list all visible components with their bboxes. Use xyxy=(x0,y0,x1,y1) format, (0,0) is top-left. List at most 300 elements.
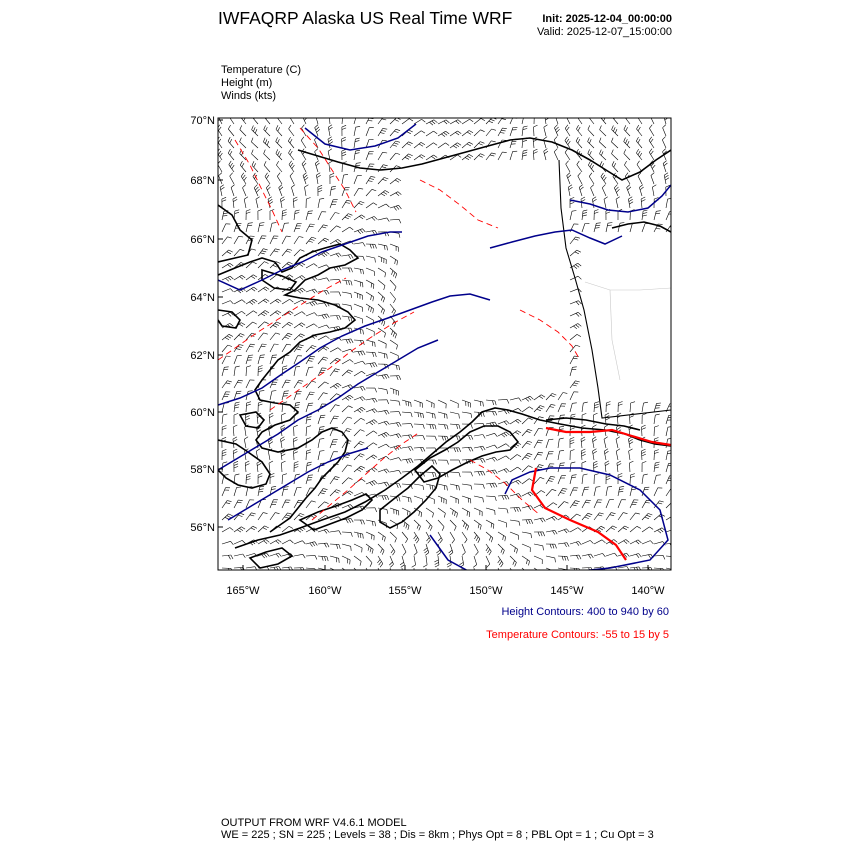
wind-barb-feather xyxy=(347,492,351,495)
wind-barb xyxy=(589,176,594,184)
wind-barb-feather xyxy=(231,555,233,559)
wind-barb-feather xyxy=(487,564,490,567)
wind-barb xyxy=(649,128,654,136)
wind-barb-feather xyxy=(469,142,473,144)
wind-barb-feather xyxy=(244,197,248,199)
wind-barb-feather xyxy=(513,575,515,579)
wind-barb xyxy=(342,370,349,376)
wind-barb-feather xyxy=(619,489,623,490)
wind-barb xyxy=(294,392,297,401)
wind-barb-feather xyxy=(246,416,250,418)
wind-barb-feather xyxy=(594,466,598,468)
wind-barb xyxy=(600,130,606,136)
wind-barb-feather xyxy=(539,452,544,453)
wind-barb xyxy=(366,352,375,353)
wind-barb xyxy=(612,130,618,136)
wind-barb xyxy=(246,513,251,520)
wind-barb-feather xyxy=(433,460,435,464)
wind-barb-feather xyxy=(478,472,480,476)
wind-barb xyxy=(306,427,307,436)
wind-barb-feather xyxy=(492,483,494,487)
wind-barb-feather xyxy=(222,428,226,430)
wind-barb-feather xyxy=(423,436,425,440)
wind-barb xyxy=(282,500,286,508)
lat-label-68: 68°N xyxy=(190,175,215,187)
wind-barb-feather xyxy=(380,564,383,568)
wind-barb-feather xyxy=(277,173,280,177)
wind-barb-feather xyxy=(223,414,227,415)
wind-barb-feather xyxy=(523,155,527,156)
wind-barb xyxy=(654,475,656,484)
wind-barb-feather xyxy=(595,228,600,229)
wind-barb-feather xyxy=(229,113,232,117)
wind-barb-feather xyxy=(445,436,447,440)
wind-barb-feather xyxy=(454,527,456,531)
wind-barb-feather xyxy=(228,277,231,280)
wind-barb-feather xyxy=(600,126,602,130)
wind-barb xyxy=(366,128,369,136)
wind-barb-feather xyxy=(447,486,448,490)
wind-barb xyxy=(245,427,246,436)
wind-barb-feather xyxy=(537,442,542,443)
wind-barb-feather xyxy=(447,565,451,567)
wind-barb xyxy=(486,153,492,160)
wind-barb-feather xyxy=(433,577,437,578)
wind-barb-feather xyxy=(419,511,420,516)
wind-barb-feather xyxy=(256,197,260,200)
wind-barb-feather xyxy=(358,575,360,579)
wind-barb-feather xyxy=(251,289,255,292)
wind-barb-feather xyxy=(663,149,666,152)
wind-barb-feather xyxy=(349,268,351,272)
wind-barb xyxy=(581,199,582,208)
wind-barb-feather xyxy=(559,429,563,430)
wind-barb xyxy=(390,470,399,472)
wind-barb-feather xyxy=(346,340,348,344)
wind-barb xyxy=(301,140,306,148)
wind-barb-feather xyxy=(556,129,559,132)
wind-barb xyxy=(522,139,523,148)
wind-barb xyxy=(438,143,445,148)
wind-barb-feather xyxy=(230,173,233,176)
wind-barb xyxy=(592,439,594,448)
lon-label-165w: 165°W xyxy=(226,585,260,597)
wind-barb-feather xyxy=(342,125,346,127)
wind-barb xyxy=(533,139,534,148)
wind-barb xyxy=(293,199,294,208)
wind-barb xyxy=(438,484,447,486)
wind-barb-feather xyxy=(258,404,262,406)
wind-barb-feather xyxy=(421,155,425,157)
wind-barb-feather xyxy=(294,462,298,464)
wind-barb-feather xyxy=(524,115,528,116)
wind-barb xyxy=(522,429,528,436)
wind-barb-feather xyxy=(480,142,484,144)
wind-barb-feather xyxy=(265,299,269,302)
wind-barb-feather xyxy=(399,577,403,579)
wind-barb-feather xyxy=(545,113,549,115)
wind-barb-feather xyxy=(406,401,407,406)
wind-barb xyxy=(438,424,447,425)
wind-barb-feather xyxy=(222,197,226,199)
wind-barb-feather xyxy=(498,559,501,563)
wind-barb-feather xyxy=(637,526,641,528)
wind-barb-feather xyxy=(467,156,471,158)
wind-barb xyxy=(570,250,577,256)
wind-barb-feather xyxy=(549,479,553,480)
wind-barb xyxy=(378,244,387,246)
wind-barb xyxy=(342,163,343,172)
wind-barb-feather xyxy=(320,198,324,199)
wind-barb-feather xyxy=(575,252,579,254)
wind-barb-feather xyxy=(370,244,372,248)
wind-barb xyxy=(318,439,320,448)
wind-barb-feather xyxy=(663,161,667,164)
wind-barb xyxy=(588,142,594,148)
wind-barb-feather xyxy=(528,506,531,510)
wind-barb-feather xyxy=(325,382,329,384)
wind-barb xyxy=(329,115,330,124)
wind-barb xyxy=(570,345,576,352)
wind-barb-feather xyxy=(287,344,291,345)
wind-barb xyxy=(354,407,362,412)
wind-barb xyxy=(270,299,278,304)
wind-barb xyxy=(240,130,246,137)
wind-barb-feather xyxy=(310,392,315,393)
wind-barb-feather xyxy=(540,519,543,523)
wind-barb-feather xyxy=(278,540,282,543)
wind-barb xyxy=(330,440,333,448)
wind-barb-feather xyxy=(363,520,365,524)
wind-barb xyxy=(576,141,582,148)
wind-barb-feather xyxy=(397,178,401,180)
wind-barb-feather xyxy=(348,281,349,285)
wind-barb-feather xyxy=(272,486,276,487)
wind-barb xyxy=(306,237,312,244)
wind-barb-feather xyxy=(301,263,305,265)
wind-barb xyxy=(306,403,309,412)
wind-barb-feather xyxy=(235,366,239,367)
wind-barb xyxy=(258,299,265,304)
wind-barb xyxy=(581,451,582,460)
wind-barb-feather xyxy=(586,515,590,517)
wind-barb-feather xyxy=(519,398,522,402)
wind-barb-feather xyxy=(363,330,364,334)
wind-barb xyxy=(234,356,237,364)
wind-barb-feather xyxy=(289,125,291,129)
wind-barb-feather xyxy=(561,491,565,492)
wind-barb-feather xyxy=(423,414,424,419)
wind-barb-feather xyxy=(394,143,398,144)
wind-barb xyxy=(498,544,504,550)
wind-barb xyxy=(594,223,596,232)
wind-barb-feather xyxy=(335,477,339,478)
wind-barb-feather xyxy=(658,530,661,533)
wind-barb xyxy=(378,444,386,448)
wind-barb-feather xyxy=(362,397,365,400)
wind-barb-feather xyxy=(590,151,592,155)
wind-barb-feather xyxy=(571,462,575,463)
wind-barb xyxy=(270,513,275,520)
wind-barb-feather xyxy=(244,177,247,181)
wind-barb-feather xyxy=(397,345,398,349)
wind-barb-feather xyxy=(625,113,627,117)
wind-barb-feather xyxy=(516,481,519,484)
wind-barb-feather xyxy=(281,437,285,439)
wind-barb-feather xyxy=(325,346,329,348)
wind-barb xyxy=(624,129,630,136)
wind-barb-feather xyxy=(294,467,298,469)
wind-barb xyxy=(617,463,618,472)
wind-barb xyxy=(544,127,546,136)
wind-barb xyxy=(366,409,374,412)
wind-barb-feather xyxy=(385,496,387,500)
wind-barb xyxy=(486,483,495,484)
wind-barb xyxy=(294,334,301,340)
wind-barb-feather xyxy=(578,139,580,143)
wind-barb-feather xyxy=(264,554,267,557)
wind-barb-feather xyxy=(564,530,567,533)
wind-barb-feather xyxy=(351,546,352,551)
wind-barb xyxy=(462,142,469,148)
wind-barb xyxy=(222,415,223,424)
wind-barb-feather xyxy=(487,549,489,553)
wind-barb-feather xyxy=(550,395,554,397)
wind-barb xyxy=(566,164,570,172)
wind-barb-feather xyxy=(374,409,377,412)
wind-barb-feather xyxy=(393,332,395,336)
wind-barb-feather xyxy=(421,448,423,452)
wind-barb xyxy=(354,418,361,424)
wind-barb xyxy=(279,188,282,196)
wind-barb-feather xyxy=(261,346,265,347)
wind-barb xyxy=(222,501,227,508)
wind-barb-feather xyxy=(289,311,293,314)
wind-barb xyxy=(654,451,655,460)
wind-barb-feather xyxy=(636,513,640,514)
wind-barb-feather xyxy=(230,276,233,279)
wind-barb xyxy=(390,352,398,356)
wind-barb-feather xyxy=(610,515,614,516)
wind-barb-feather xyxy=(387,400,389,404)
wind-barb xyxy=(270,355,272,364)
wind-barb-feather xyxy=(528,441,532,442)
wind-barb xyxy=(510,455,517,461)
wind-barb-feather xyxy=(269,413,273,415)
wind-barb-feather xyxy=(396,141,400,142)
lat-label-58: 58°N xyxy=(190,464,215,476)
wind-barb-feather xyxy=(296,349,300,350)
wind-barb-feather xyxy=(289,526,293,528)
wind-barb-feather xyxy=(446,575,450,577)
wind-barb-feather xyxy=(555,558,556,562)
wind-barb xyxy=(354,479,362,484)
wind-barb-feather xyxy=(555,113,559,116)
wind-barb-feather xyxy=(387,572,391,575)
wind-barb xyxy=(582,513,588,520)
wind-barb-feather xyxy=(229,250,233,252)
wind-barb-feather xyxy=(412,565,416,567)
wind-barb xyxy=(582,403,583,412)
wind-barb-feather xyxy=(306,438,310,439)
wind-barb-feather xyxy=(651,151,654,155)
wind-barb-feather xyxy=(230,263,234,266)
wind-barb xyxy=(318,382,325,388)
wind-barb xyxy=(462,447,471,448)
wind-barb-feather xyxy=(596,225,601,226)
wind-barb-feather xyxy=(447,562,451,564)
wind-barb-feather xyxy=(395,120,399,122)
wind-barb xyxy=(246,322,253,328)
wind-barb-feather xyxy=(387,374,389,378)
wind-barb xyxy=(474,520,481,525)
wind-barb-feather xyxy=(254,287,258,290)
wind-barb xyxy=(666,199,668,208)
wind-barb-feather xyxy=(578,324,582,327)
wind-barb-feather xyxy=(560,465,565,466)
wind-barb-feather xyxy=(225,338,229,340)
wind-barb-feather xyxy=(265,322,269,324)
wind-barb xyxy=(390,141,396,148)
wind-barb-feather xyxy=(404,522,405,526)
wind-barb-feather xyxy=(469,512,470,517)
wind-barb-feather xyxy=(444,513,445,517)
wind-barb-feather xyxy=(370,483,373,486)
wind-barb-feather xyxy=(227,501,231,502)
wind-barb-feather xyxy=(327,543,329,547)
wind-barb-feather xyxy=(552,393,556,395)
wind-barb-feather xyxy=(240,138,242,142)
wind-barb xyxy=(486,433,495,436)
wind-barb-feather xyxy=(514,548,515,552)
wind-barb-feather xyxy=(269,416,273,418)
wind-barb-feather xyxy=(570,440,574,442)
wind-barb-feather xyxy=(649,527,653,530)
wind-barb xyxy=(246,380,250,388)
wind-barb-feather xyxy=(604,197,608,200)
wind-barb-feather xyxy=(399,412,401,416)
wind-barb-feather xyxy=(299,237,303,238)
wind-barb xyxy=(330,383,338,388)
wind-barb xyxy=(533,151,534,160)
wind-barb xyxy=(246,487,248,496)
wind-barb-feather xyxy=(537,409,541,411)
wind-barb xyxy=(354,139,355,148)
wind-barb xyxy=(390,422,399,424)
wind-barb-feather xyxy=(631,402,635,403)
wind-barb xyxy=(606,500,609,508)
wind-barb xyxy=(294,300,302,304)
wind-barb-feather xyxy=(601,526,605,528)
wind-barb-feather xyxy=(570,450,574,452)
wind-barb-feather xyxy=(541,491,545,493)
wind-barb xyxy=(282,223,284,232)
wind-barb xyxy=(654,403,657,412)
lat-label-66: 66°N xyxy=(190,234,215,246)
wind-barb-feather xyxy=(575,501,579,502)
wind-barb-feather xyxy=(385,191,389,193)
wind-barb-feather xyxy=(348,573,349,577)
wind-barb-feather xyxy=(430,527,432,531)
wind-barb-feather xyxy=(643,215,647,216)
wind-barb-feather xyxy=(370,563,372,567)
wind-barb xyxy=(390,508,399,511)
wind-barb-feather xyxy=(282,215,286,216)
wind-barb-feather xyxy=(289,161,292,165)
wind-barb-feather xyxy=(617,461,621,463)
wind-barb xyxy=(258,262,264,268)
wind-barb-feather xyxy=(243,554,246,558)
wind-barb-feather xyxy=(502,434,505,437)
wind-barb-feather xyxy=(326,336,330,339)
wind-barb xyxy=(306,367,309,376)
wind-barb-feather xyxy=(576,137,578,141)
wind-barb xyxy=(354,351,363,352)
wind-barb-feather xyxy=(320,451,325,452)
wind-barb xyxy=(378,544,384,551)
wind-barb-feather xyxy=(290,540,293,543)
wind-barb-feather xyxy=(372,189,376,191)
wind-barb-feather xyxy=(514,508,516,512)
wind-barb-feather xyxy=(511,573,513,577)
wind-barb xyxy=(318,451,320,460)
wind-barb xyxy=(294,224,297,232)
wind-barb-feather xyxy=(384,470,387,473)
wind-barb-feather xyxy=(629,199,633,201)
wind-barb xyxy=(244,439,246,448)
wind-barb xyxy=(606,526,613,532)
wind-barb-feather xyxy=(528,429,532,431)
wind-barb-feather xyxy=(675,557,676,561)
wind-barb xyxy=(294,356,298,364)
wind-barb-feather xyxy=(479,156,483,158)
wind-barb-feather xyxy=(475,552,478,555)
wind-barb-feather xyxy=(593,413,597,415)
wind-barb-feather xyxy=(415,537,418,541)
wind-barb xyxy=(234,249,240,256)
wind-barb xyxy=(222,345,228,352)
wind-barb-feather xyxy=(252,161,254,165)
wind-barb xyxy=(342,316,351,317)
wind-barb xyxy=(546,556,555,558)
wind-barb-feather xyxy=(310,239,314,241)
wind-barb-feather xyxy=(455,512,456,516)
wind-barb-feather xyxy=(594,464,598,466)
wind-barb xyxy=(318,225,323,232)
wind-barb-feather xyxy=(541,573,542,578)
wind-barb-feather xyxy=(588,555,591,559)
wind-barb-feather xyxy=(325,238,329,240)
wind-barb-feather xyxy=(308,211,313,212)
wind-barb-feather xyxy=(282,212,286,213)
wind-barb-feather xyxy=(581,452,585,454)
wind-barb-feather xyxy=(423,565,427,567)
wind-barb xyxy=(354,454,360,460)
wind-barb-feather xyxy=(375,258,376,263)
wind-barb xyxy=(510,128,513,137)
wind-barb-feather xyxy=(283,474,287,475)
wind-barb-feather xyxy=(572,403,577,404)
wind-barb-feather xyxy=(615,129,617,133)
wind-barb-feather xyxy=(592,437,596,439)
wind-barb-feather xyxy=(560,426,564,427)
wind-barb xyxy=(354,568,360,575)
wind-barb-feather xyxy=(374,216,377,219)
wind-barb xyxy=(546,489,552,496)
wind-barb-feather xyxy=(429,525,431,529)
wind-barb-feather xyxy=(495,497,496,501)
wind-barb xyxy=(354,371,362,376)
